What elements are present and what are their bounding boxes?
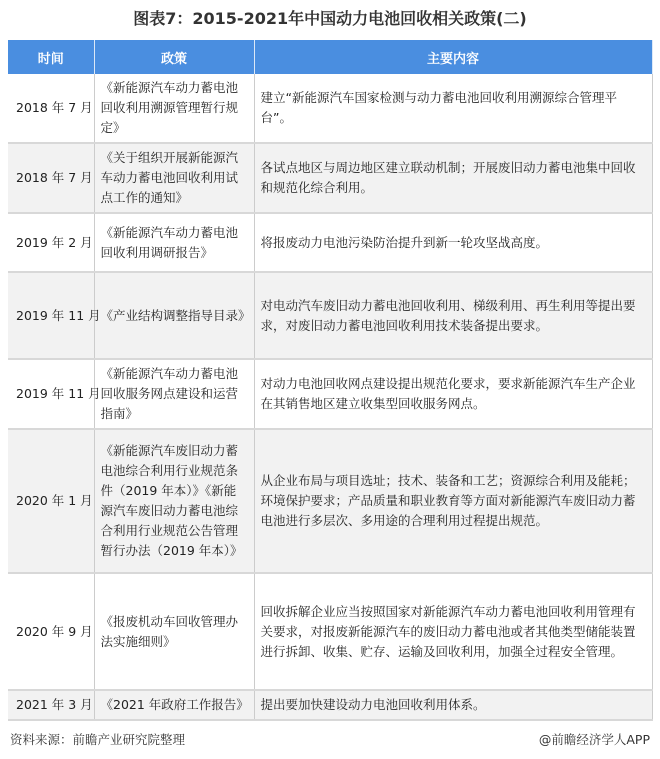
row-content: 各试点地区与周边地区建立联动机制；开展废旧动力蓄电池集中回收和规范化综合利用。 [254,143,652,213]
row-time: 2019 年 11 月 [8,359,94,429]
credit: @前瞻经济学人APP [538,732,650,747]
row-policy: 《报废机动车回收管理办法实施细则》 [94,573,254,690]
header-content: 主要内容 [254,40,652,74]
header-time: 时间 [8,40,94,74]
source-note: 资料来源：前瞻产业研究院整理 [10,732,186,747]
row-policy: 《新能源汽车动力蓄电池回收服务网点建设和运营指南》 [94,359,254,429]
row-content: 提出要加快建设动力电池回收利用体系。 [254,690,652,720]
page-title: 图表7：2015-2021年中国动力电池回收相关政策(二) [133,9,527,28]
row-content: 建立“新能源汽车国家检测与动力蓄电池回收利用溯源综合管理平台”。 [254,74,652,143]
row-content: 从企业布局与项目选址；技术、装备和工艺；资源综合利用及能耗；环境保护要求；产品质量和职业教育等方面对新能源汽车废旧动力蓄电池进行多层次、多用途的合理利用过程提出规范。 [254,429,652,573]
table-header [8,40,652,74]
row-policy: 《关于组织开展新能源汽车动力蓄电池回收利用试点工作的通知》 [94,143,254,213]
table-row [8,143,652,213]
row-time: 2018 年 7 月 [8,143,94,213]
row-time: 2019 年 2 月 [8,213,94,272]
row-content: 对动力电池回收网点建设提出规范化要求，要求新能源汽车生产企业在其销售地区建立收集型回收服务网点。 [254,359,652,429]
table-row [8,359,652,429]
row-policy: 《新能源汽车动力蓄电池回收利用调研报告》 [94,213,254,272]
footer [10,731,650,749]
row-policy: 《2021 年政府工作报告》 [94,690,254,720]
row-content: 将报废动力电池污染防治提升到新一轮攻坚战高度。 [254,213,652,272]
row-time: 2020 年 9 月 [8,573,94,690]
table-row [8,429,652,573]
row-time: 2021 年 3 月 [8,690,94,720]
table-row [8,690,652,720]
table-row [8,272,652,359]
row-time: 2020 年 1 月 [8,429,94,573]
row-content: 回收拆解企业应当按照国家对新能源汽车动力蓄电池回收利用管理有关要求，对报废新能源汽车的废旧动力蓄电池或者其他类型储能装置进行拆卸、收集、贮存、运输及回收利用，加强全过程安全管理。 [254,573,652,690]
row-policy: 《新能源汽车动力蓄电池回收利用溯源管理暂行规定》 [94,74,254,143]
row-policy: 《产业结构调整指导目录》 [94,272,254,359]
row-content: 对电动汽车废旧动力蓄电池回收利用、梯级利用、再生利用等提出要求，对废旧动力蓄电池回收利用技术装备提出要求。 [254,272,652,359]
policy-table [8,40,653,721]
header-policy: 政策 [94,40,254,74]
table-body [8,74,652,720]
table-row [8,74,652,143]
table-row [8,213,652,272]
row-policy: 《新能源汽车废旧动力蓄电池综合利用行业规范条件（2019 年本）》《新能源汽车废旧动力蓄电池综合利用行业规范公告管理暂行办法（2019 年本）》 [94,429,254,573]
row-time: 2019 年 11 月 [8,272,94,359]
table-row [8,573,652,690]
row-time: 2018 年 7 月 [8,74,94,143]
